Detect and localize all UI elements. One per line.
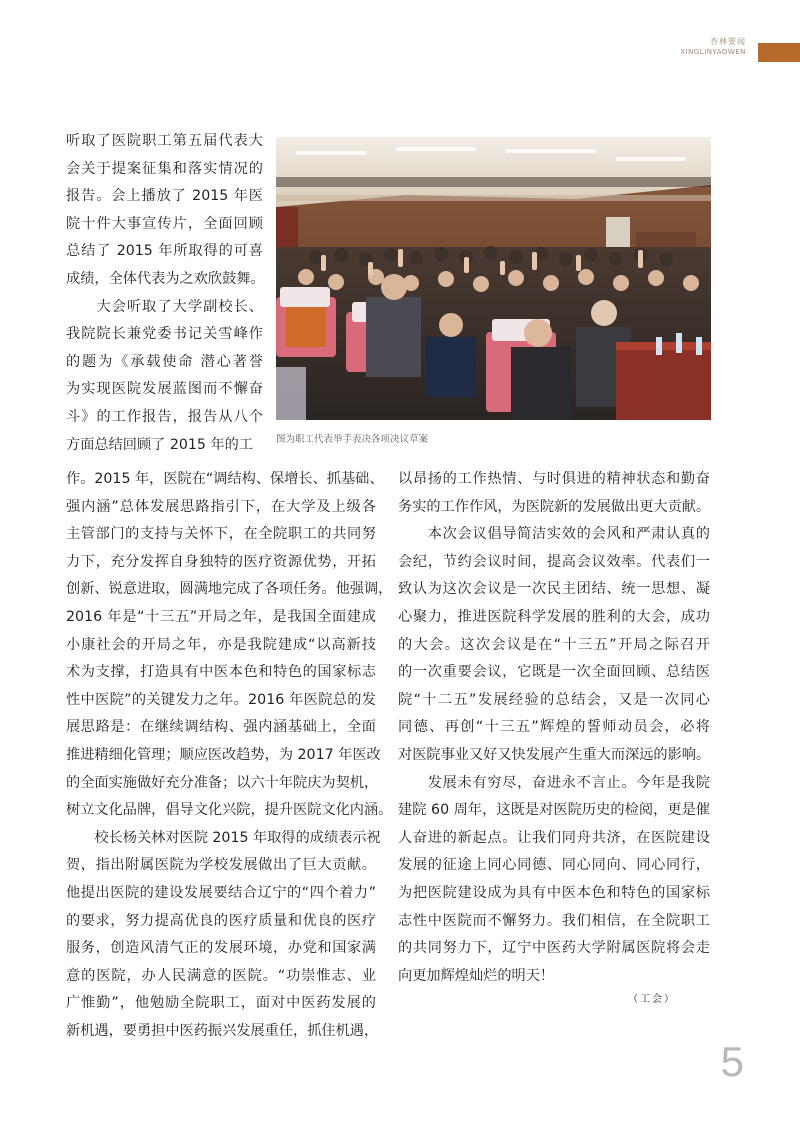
text-line: 小康社会的开局之年，亦是我院建成“以高新技 — [66, 636, 376, 653]
text-column-right — [398, 466, 710, 990]
photo-caption: 图为职工代表举手表决各项决议草案 — [276, 434, 429, 445]
text-column-left — [66, 466, 393, 1045]
text-line: 我院院长兼党委书记关雪峰作 — [66, 326, 263, 343]
text-line: 2016 年是“十三五”开局之年，是我国全面建成 — [66, 608, 376, 625]
text-line: 力下，充分发挥自身独特的医疗资源优势，开拓 — [66, 553, 376, 570]
text-line: 服务，创造风清气正的发展环境，办党和国家满 — [66, 940, 376, 957]
text-line: 新机遇，要勇担中医药振兴发展重任，抓住机遇， — [66, 1022, 379, 1039]
text-line: 人奋进的新起点。让我们同舟共济，在医院建设 — [398, 829, 710, 846]
text-line: 向更加辉煌灿烂的明天！ — [398, 967, 555, 984]
text-line: 务实的工作作风，为医院新的发展做出更大贡献。 — [398, 498, 711, 515]
text-line: 建院 60 周年，这既是对医院历史的检阅，更是催 — [398, 802, 710, 819]
text-line: 的共同努力下，辽宁中医药大学附属医院将会走 — [398, 940, 710, 957]
section-title-cn: 杏林要闻 — [710, 37, 746, 46]
text-line: 对医院事业又好又快发展产生重大而深远的影响。 — [398, 746, 711, 763]
text-line: 树立文化品牌，倡导文化兴院，提升医院文化内涵。 — [66, 802, 393, 819]
text-line: 致认为这次会议是一次民主团结、统一思想、凝 — [398, 581, 710, 598]
text-line: 听取了医院职工第五届代表大 — [66, 133, 263, 149]
text-line: 方面总结回顾了 2015 年的工 — [66, 436, 254, 453]
text-line: 贺，指出附属医院为学校发展做出了巨大贡献。 — [66, 857, 376, 874]
page-number: 5 — [720, 1038, 744, 1085]
text-line: 同德、再创“十三五”辉煌的誓师动员会，必将 — [398, 719, 710, 736]
text-line: 以昂扬的工作热情、与时俱进的精神状态和勤奋 — [398, 471, 710, 487]
text-line: 广惟勤”，他勉励全院职工，面对中医药发展的 — [66, 995, 376, 1012]
text-line: 性中医院”的关键发力之年。2016 年医院总的发 — [66, 691, 376, 708]
text-line: 院“十二五”发展经验的总结会，又是一次同心 — [398, 691, 710, 708]
text-line: 发展未有穷尽，奋进永不言止。今年是我院 — [398, 774, 710, 791]
text-line: 会关于提案征集和落实情况的 — [66, 160, 263, 177]
text-line: 的一次重要会议，它既是一次全面回顾、总结医 — [398, 664, 710, 681]
text-line: 展思路是：在继续调结构、强内涵基础上，全面 — [66, 719, 376, 736]
section-title-en: XINGLINYAOWEN — [680, 48, 746, 56]
text-line: 的全面实施做好充分准备；以六十年院庆为契机， — [66, 774, 379, 791]
section-accent-bar — [758, 43, 800, 62]
text-line: 他提出医院的建设发展要结合辽宁的“四个着力” — [66, 884, 376, 901]
text-line: 作。2015 年，医院在“调结构、保增长、抓基础、 — [66, 471, 384, 487]
text-line: 为实现医院发展蓝图而不懈奋 — [66, 381, 263, 398]
author-signature: （工会） — [628, 994, 676, 1005]
text-line: 为把医院建设成为具有中医本色和特色的国家标 — [398, 884, 710, 901]
text-line: 的题为《承载使命 潜心著誉 — [66, 353, 263, 370]
text-column-top — [66, 128, 263, 459]
text-line: 志性中医院而不懈努力。我们相信，在全院职工 — [398, 912, 710, 929]
text-line: 发展的征途上同心同德、同心同向、同心同行， — [398, 857, 710, 874]
meeting-photo-icon — [276, 137, 711, 420]
text-line: 院十件大事宣传片，全面回顾 — [66, 215, 263, 232]
text-line: 大会听取了大学副校长、 — [66, 298, 263, 315]
text-line: 的要求，努力提高优良的医疗质量和优良的医疗 — [66, 912, 376, 929]
text-line: 强内涵”总体发展思路指引下，在大学及上级各 — [66, 498, 376, 515]
text-line: 校长杨关林对医院 2015 年取得的成绩表示祝 — [66, 829, 381, 846]
text-line: 心聚力，推进医院科学发展的胜利的大会，成功 — [398, 608, 710, 625]
text-line: 意的医院，办人民满意的医院。“功崇惟志、业 — [66, 967, 376, 984]
text-line: 主管部门的支持与关怀下，在全院职工的共同努 — [66, 526, 376, 543]
text-line: 的大会。这次会议是在“十三五”开局之际召开 — [398, 636, 710, 653]
text-line: 总结了 2015 年所取得的可喜 — [66, 243, 263, 260]
meeting-photo — [276, 137, 711, 420]
section-header — [680, 36, 746, 58]
text-line: 斗》的工作报告，报告从八个 — [66, 408, 263, 425]
text-line: 成绩，全体代表为之欢欣鼓舞。 — [66, 270, 265, 287]
text-line: 创新、锐意进取，圆满地完成了各项任务。他强调， — [66, 581, 393, 598]
text-line: 本次会议倡导简洁实效的会风和严肃认真的 — [398, 526, 710, 543]
text-line: 会纪，节约会议时间，提高会议效率。代表们一 — [398, 553, 710, 570]
text-line: 术为支撑，打造具有中医本色和特色的国家标志 — [66, 664, 376, 681]
text-line: 推进精细化管理；顺应医改趋势，为 2017 年医改 — [66, 746, 381, 763]
text-line: 报告。会上播放了 2015 年医 — [66, 188, 263, 205]
